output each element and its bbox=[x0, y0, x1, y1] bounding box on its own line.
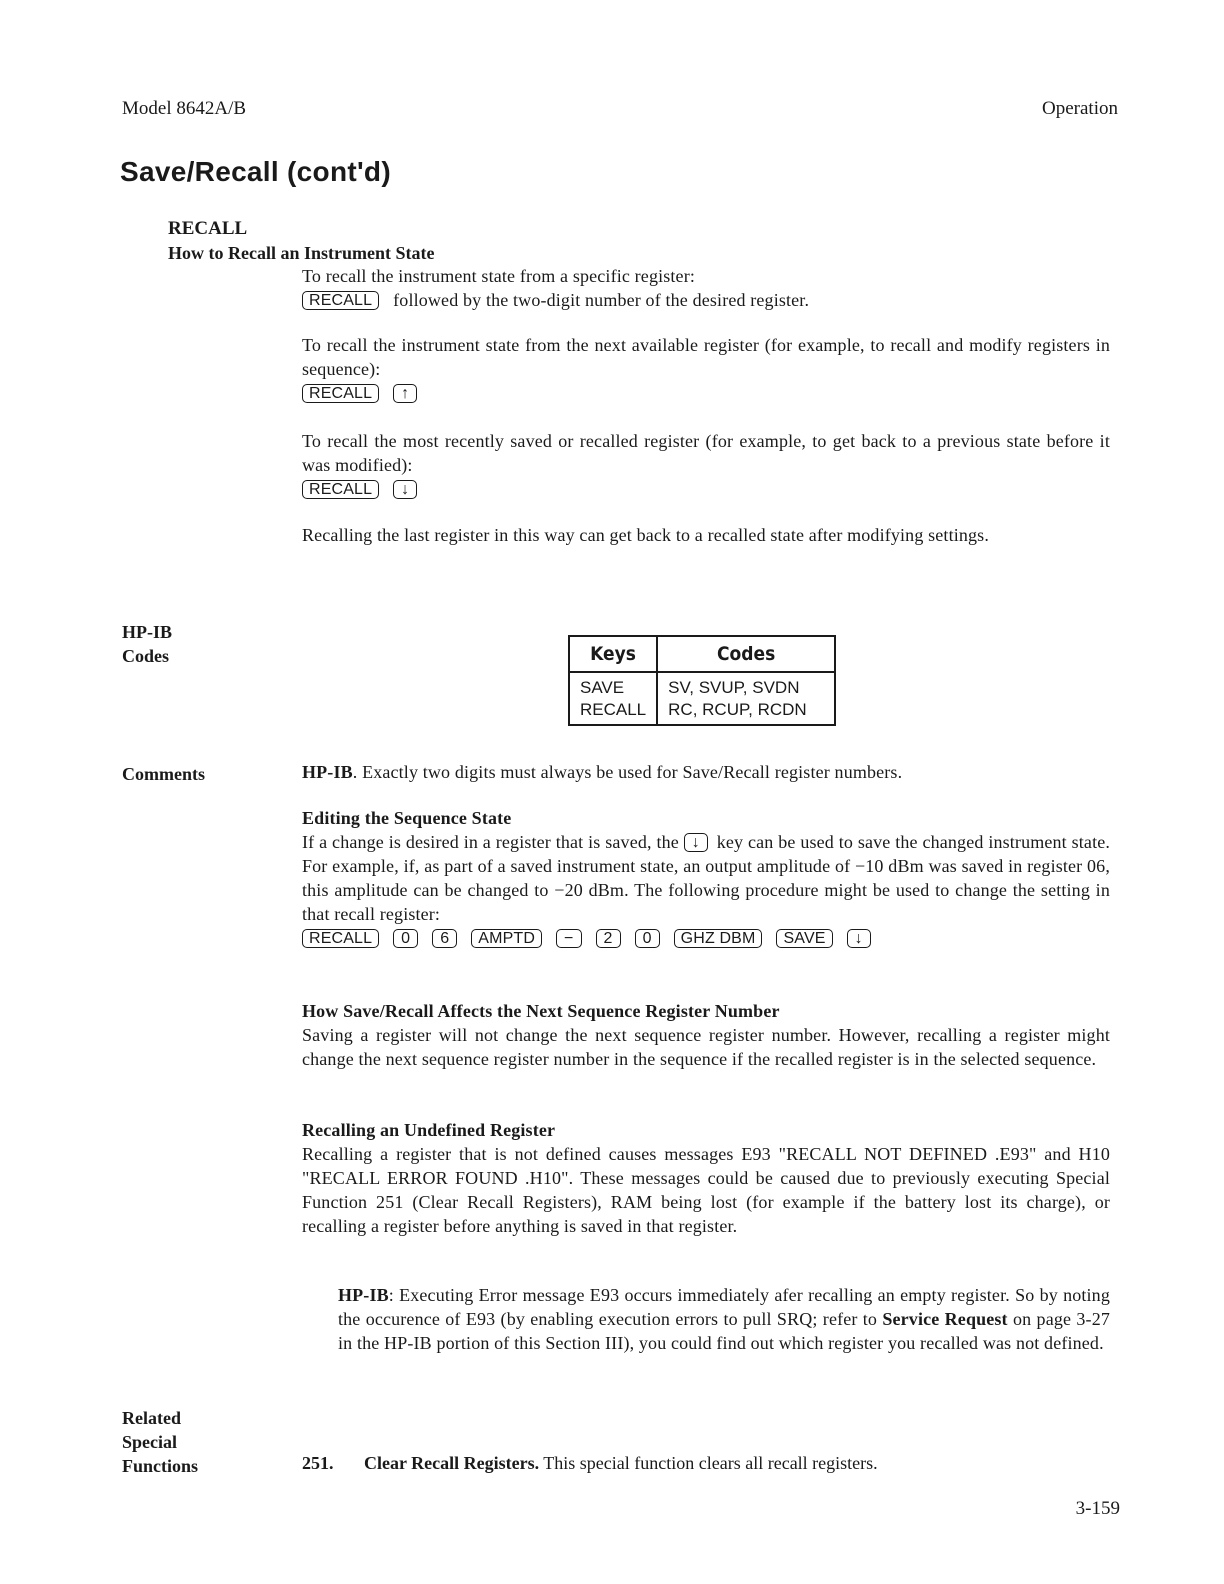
model-header: Model 8642A/B bbox=[122, 98, 247, 119]
comments-label: Comments bbox=[122, 764, 205, 784]
table-row: SAVE SV, SVUP, SVDN bbox=[569, 672, 835, 699]
editing-heading: Editing the Sequence State bbox=[302, 808, 512, 828]
recall-specific-text: followed by the two-digit number of the desired register. bbox=[393, 290, 810, 310]
recall-key: RECALL bbox=[302, 384, 379, 403]
recall-subheading: How to Recall an Instrument State bbox=[168, 243, 435, 263]
table-row: RECALL RC, RCUP, RCDN bbox=[569, 699, 835, 725]
hpib-codes-table bbox=[568, 635, 836, 726]
recall-specific-line: To recall the instrument state from a specific register: bbox=[302, 266, 695, 286]
recall-heading: RECALL bbox=[168, 218, 248, 239]
section-header: Operation bbox=[1042, 98, 1118, 119]
undefined-text: Recalling a register that is not defined causes messages E93 "RECALL NOT DEFINED .E93" and H10 "RECALL ERROR FOUND .H10". These messages could be caused due to previously executing Special Function 251 (Clear Recall Registers), RAM being lost (for example if the battery lost its charge), or recalling a register before anything is saved in that register. bbox=[302, 1144, 1110, 1236]
table-header-keys: Keys bbox=[569, 636, 657, 672]
hpib-codes-label: HP-IB Codes bbox=[122, 622, 173, 666]
undefined-heading: Recalling an Undefined Register bbox=[302, 1120, 556, 1140]
minus-key: − bbox=[556, 929, 582, 948]
save-key: SAVE bbox=[776, 929, 832, 948]
recall-key: RECALL bbox=[302, 480, 379, 499]
amptd-key: AMPTD bbox=[471, 929, 542, 948]
function-number: 251. bbox=[302, 1453, 334, 1473]
related-function-entry bbox=[302, 1451, 1110, 1475]
editing-section bbox=[302, 806, 1110, 950]
hpib-comment: HP-IB. Exactly two digits must always be used for Save/Recall register numbers. bbox=[302, 762, 903, 782]
table-header-codes: Codes bbox=[657, 636, 835, 672]
related-label: Related Special Functions bbox=[122, 1408, 199, 1476]
undefined-section bbox=[302, 1118, 1110, 1238]
down-arrow-key: ↓ bbox=[684, 833, 708, 852]
affects-section bbox=[302, 999, 1110, 1071]
digit-2-key: 2 bbox=[596, 929, 621, 948]
key-sequence bbox=[302, 926, 1110, 950]
digit-0-key: 0 bbox=[635, 929, 660, 948]
page-number: 3-159 bbox=[1075, 1498, 1120, 1519]
recall-specific-paragraph bbox=[302, 264, 1110, 312]
function-description: This special function clears all recall registers. bbox=[543, 1453, 878, 1473]
function-name: Clear Recall Registers. bbox=[364, 1453, 540, 1473]
down-arrow-key: ↓ bbox=[847, 929, 871, 948]
editing-text: If a change is desired in a register that is saved, the ↓ key can be used to save the changed instrument state. For example, if, as part of a saved instrument state, an output amplitude of −10 dBm was saved in register 06, this amplitude can be changed to −20 dBm. The following procedure might be used to change the setting in that recall register: bbox=[302, 832, 1111, 924]
affects-heading: How Save/Recall Affects the Next Sequence Register Number bbox=[302, 1001, 780, 1021]
recall-next-text: To recall the instrument state from the next available register (for example, to recall and modify registers in sequence): bbox=[302, 335, 1110, 379]
recall-last-paragraph bbox=[302, 429, 1110, 501]
recall-next-paragraph bbox=[302, 333, 1110, 405]
ghz-dbm-key: GHZ DBM bbox=[674, 929, 763, 948]
page-title: Save/Recall (cont'd) bbox=[120, 156, 391, 187]
digit-0-key: 0 bbox=[393, 929, 418, 948]
down-arrow-key: ↓ bbox=[393, 480, 417, 499]
affects-text: Saving a register will not change the next sequence register number. However, recalling a register might change the next sequence register number in the sequence if the recalled register is in the selected sequence. bbox=[302, 1025, 1110, 1069]
recall-key: RECALL bbox=[302, 929, 379, 948]
recall-last-note: Recalling the last register in this way can get back to a recalled state after modifying settings. bbox=[302, 525, 989, 545]
digit-6-key: 6 bbox=[432, 929, 457, 948]
recall-key: RECALL bbox=[302, 291, 379, 310]
recall-last-text: To recall the most recently saved or recalled register (for example, to get back to a previous state before it was modified): bbox=[302, 431, 1110, 475]
up-arrow-key: ↑ bbox=[393, 384, 417, 403]
hpib-error-note: HP-IB: Executing Error message E93 occurs immediately afer recalling an empty register. So by noting the occurence of E93 (by enabling execution errors to pull SRQ; refer to Service Request on page 3-27 in the HP-IB portion of this Section III), you could find out which register you recalled was not defined. bbox=[338, 1285, 1110, 1353]
